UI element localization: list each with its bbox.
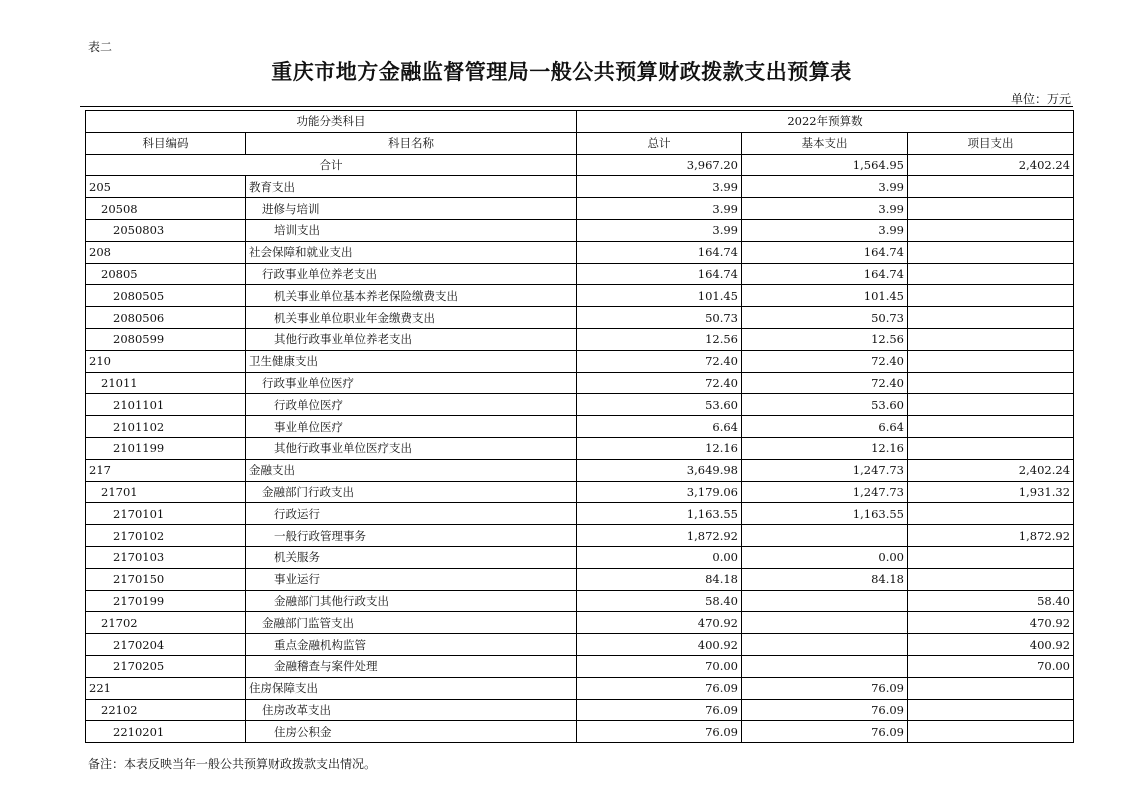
row-name: 行政事业单位医疗 [246,372,577,394]
header-basic: 基本支出 [742,132,908,154]
row-code: 20805 [86,263,246,285]
table-row [86,612,1074,634]
row-code: 20508 [86,198,246,220]
row-basic: 1,247.73 [742,481,908,503]
row-code: 2101102 [86,416,246,438]
summary-total: 3,967.20 [577,154,742,176]
row-basic: 12.16 [742,437,908,459]
row-name: 行政事业单位养老支出 [246,263,577,285]
row-total: 76.09 [577,677,742,699]
row-basic [742,655,908,677]
summary-basic: 1,564.95 [742,154,908,176]
table-row [86,176,1074,198]
row-code: 2170199 [86,590,246,612]
row-total: 72.40 [577,372,742,394]
row-code: 2170150 [86,568,246,590]
row-name: 机关服务 [246,546,577,568]
row-total: 12.56 [577,328,742,350]
row-total: 3.99 [577,219,742,241]
row-basic: 76.09 [742,721,908,743]
row-basic: 6.64 [742,416,908,438]
row-project [908,285,1074,307]
row-name: 卫生健康支出 [246,350,577,372]
row-total: 470.92 [577,612,742,634]
table-row [86,677,1074,699]
row-name: 机关事业单位职业年金缴费支出 [246,307,577,329]
row-basic: 12.56 [742,328,908,350]
summary-row [86,154,1074,176]
row-basic: 3.99 [742,176,908,198]
row-project [908,307,1074,329]
row-basic: 76.09 [742,699,908,721]
row-code: 2170101 [86,503,246,525]
table-row [86,394,1074,416]
row-basic [742,634,908,656]
row-total: 50.73 [577,307,742,329]
row-code: 210 [86,350,246,372]
summary-label: 合计 [86,154,577,176]
budget-table [85,110,1074,743]
row-code: 2080505 [86,285,246,307]
table-row [86,285,1074,307]
row-project: 400.92 [908,634,1074,656]
row-total: 3,649.98 [577,459,742,481]
row-name: 住房保障支出 [246,677,577,699]
table-row [86,546,1074,568]
row-total: 70.00 [577,655,742,677]
row-name: 金融支出 [246,459,577,481]
header-function-category: 功能分类科目 [86,111,577,133]
row-name: 其他行政事业单位养老支出 [246,328,577,350]
row-name: 住房公积金 [246,721,577,743]
row-basic: 72.40 [742,372,908,394]
page-title: 重庆市地方金融监督管理局一般公共预算财政拨款支出预算表 [271,59,852,84]
row-total: 1,872.92 [577,525,742,547]
row-project [908,503,1074,525]
row-project [908,416,1074,438]
row-name: 住房改革支出 [246,699,577,721]
row-basic: 0.00 [742,546,908,568]
row-code: 2170205 [86,655,246,677]
row-total: 101.45 [577,285,742,307]
row-project: 58.40 [908,590,1074,612]
row-code: 2170103 [86,546,246,568]
row-total: 58.40 [577,590,742,612]
table-row [86,634,1074,656]
header-project: 项目支出 [908,132,1074,154]
row-project: 470.92 [908,612,1074,634]
table-row [86,307,1074,329]
table-row [86,219,1074,241]
row-name: 教育支出 [246,176,577,198]
row-basic [742,612,908,634]
table-row [86,699,1074,721]
row-code: 2101101 [86,394,246,416]
row-project [908,546,1074,568]
row-total: 164.74 [577,241,742,263]
row-basic: 72.40 [742,350,908,372]
row-project [908,176,1074,198]
header-name: 科目名称 [246,132,577,154]
row-code: 22102 [86,699,246,721]
table-row [86,525,1074,547]
summary-project: 2,402.24 [908,154,1074,176]
unit-label: 单位：万元 [1010,92,1071,106]
table-row [86,721,1074,743]
row-basic: 3.99 [742,219,908,241]
header-total: 总计 [577,132,742,154]
row-code: 2080506 [86,307,246,329]
table-row [86,459,1074,481]
row-project [908,350,1074,372]
row-total: 3.99 [577,198,742,220]
row-name: 社会保障和就业支出 [246,241,577,263]
row-basic: 50.73 [742,307,908,329]
table-row [86,372,1074,394]
row-code: 205 [86,176,246,198]
row-name: 金融部门监管支出 [246,612,577,634]
row-code: 21011 [86,372,246,394]
row-total: 76.09 [577,699,742,721]
row-project [908,699,1074,721]
row-basic: 84.18 [742,568,908,590]
row-basic: 101.45 [742,285,908,307]
row-name: 行政单位医疗 [246,394,577,416]
row-basic: 76.09 [742,677,908,699]
row-basic [742,525,908,547]
table-row [86,568,1074,590]
row-basic: 1,163.55 [742,503,908,525]
table-row [86,328,1074,350]
table-row [86,416,1074,438]
row-project [908,437,1074,459]
row-code: 2170102 [86,525,246,547]
row-total: 400.92 [577,634,742,656]
row-code: 2210201 [86,721,246,743]
header-column-row [86,132,1074,154]
row-total: 84.18 [577,568,742,590]
row-name: 事业单位医疗 [246,416,577,438]
row-name: 金融稽查与案件处理 [246,655,577,677]
row-code: 2170204 [86,634,246,656]
row-name: 进修与培训 [246,198,577,220]
row-basic: 3.99 [742,198,908,220]
row-code: 217 [86,459,246,481]
row-code: 21701 [86,481,246,503]
row-code: 2080599 [86,328,246,350]
row-project [908,241,1074,263]
row-project [908,263,1074,285]
row-project [908,219,1074,241]
row-code: 221 [86,677,246,699]
row-total: 76.09 [577,721,742,743]
row-basic: 164.74 [742,241,908,263]
row-name: 培训支出 [246,219,577,241]
table-row [86,198,1074,220]
row-name: 重点金融机构监管 [246,634,577,656]
top-rule [80,106,1073,107]
row-project: 70.00 [908,655,1074,677]
row-basic [742,590,908,612]
row-project [908,198,1074,220]
row-name: 其他行政事业单位医疗支出 [246,437,577,459]
table-row [86,263,1074,285]
row-project [908,568,1074,590]
table-row [86,437,1074,459]
row-total: 0.00 [577,546,742,568]
table-row [86,241,1074,263]
row-basic: 164.74 [742,263,908,285]
header-group-row [86,111,1074,133]
table-row [86,590,1074,612]
row-total: 72.40 [577,350,742,372]
row-project [908,372,1074,394]
row-name: 金融部门行政支出 [246,481,577,503]
row-code: 208 [86,241,246,263]
row-project: 2,402.24 [908,459,1074,481]
table-row [86,350,1074,372]
row-code: 2101199 [86,437,246,459]
row-basic: 1,247.73 [742,459,908,481]
row-total: 1,163.55 [577,503,742,525]
row-project [908,721,1074,743]
row-code: 2050803 [86,219,246,241]
table-row [86,655,1074,677]
row-project [908,394,1074,416]
row-total: 3,179.06 [577,481,742,503]
row-total: 53.60 [577,394,742,416]
row-name: 机关事业单位基本养老保险缴费支出 [246,285,577,307]
row-project: 1,872.92 [908,525,1074,547]
row-total: 164.74 [577,263,742,285]
row-project: 1,931.32 [908,481,1074,503]
row-name: 一般行政管理事务 [246,525,577,547]
footnote: 备注：本表反映当年一般公共预算财政拨款支出情况。 [88,757,377,771]
table-label: 表二 [88,40,113,54]
row-total: 3.99 [577,176,742,198]
row-project [908,328,1074,350]
row-basic: 53.60 [742,394,908,416]
row-total: 6.64 [577,416,742,438]
table-row [86,503,1074,525]
row-name: 金融部门其他行政支出 [246,590,577,612]
row-project [908,677,1074,699]
row-name: 行政运行 [246,503,577,525]
row-total: 12.16 [577,437,742,459]
row-code: 21702 [86,612,246,634]
row-name: 事业运行 [246,568,577,590]
table-row [86,481,1074,503]
header-budget-year: 2022年预算数 [577,111,1074,133]
header-code: 科目编码 [86,132,246,154]
